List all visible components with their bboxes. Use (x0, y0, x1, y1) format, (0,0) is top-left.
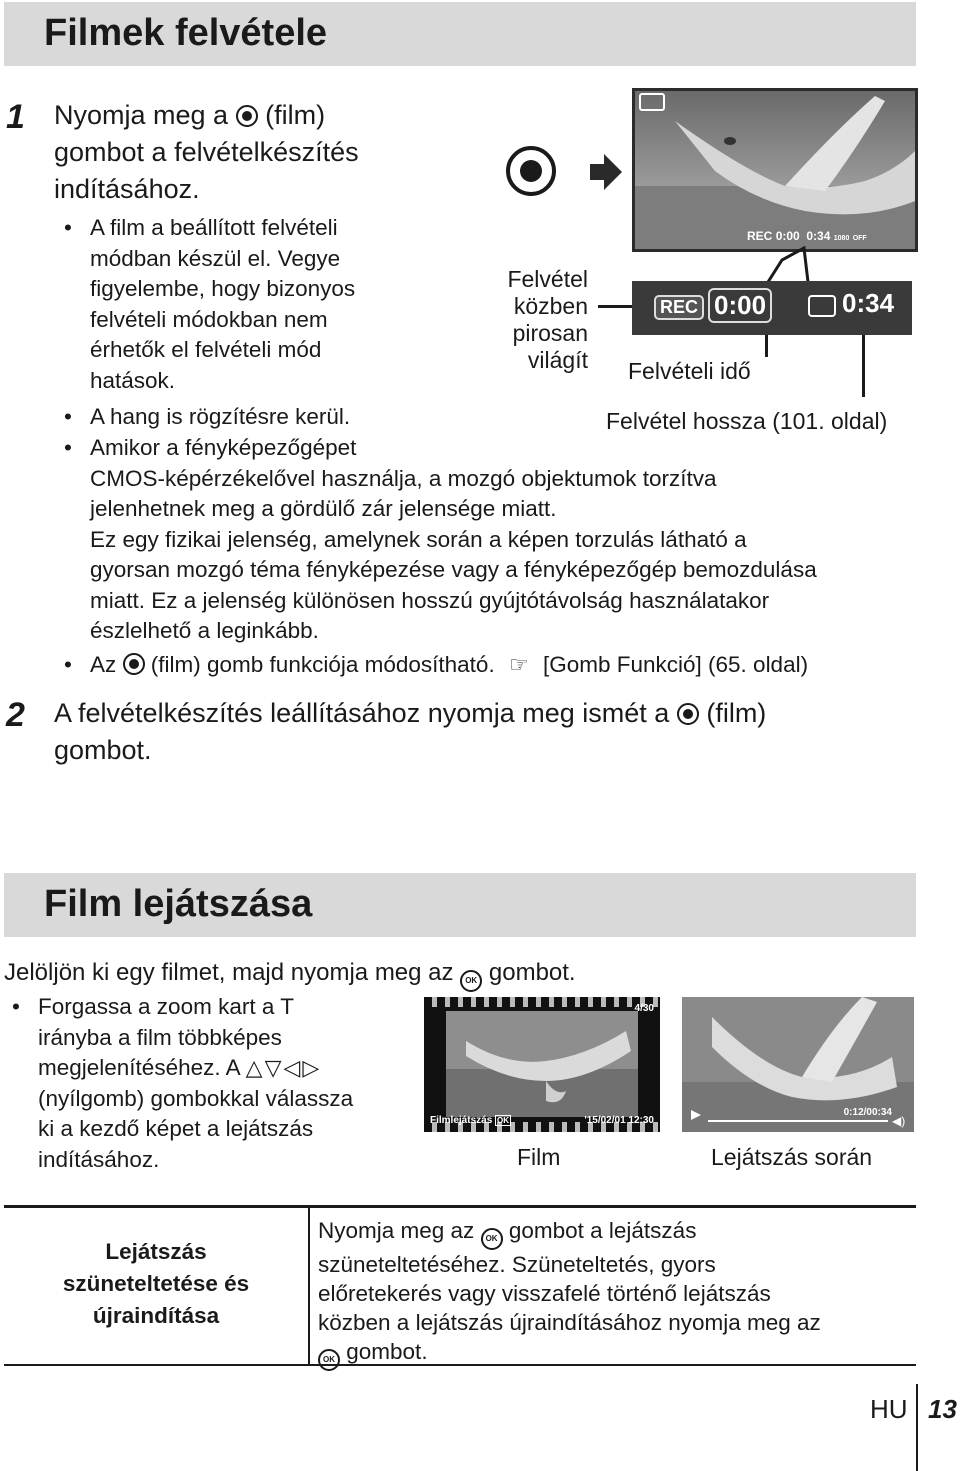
table-text: szüneteltetéséhez. Szüneteltetés, gyors (318, 1252, 716, 1277)
pointer-line (765, 335, 768, 357)
bullet-line: megjelenítéséhez. A (38, 1055, 240, 1080)
rec-indicator: REC (654, 295, 704, 320)
table-left-line: újraindítása (92, 1303, 220, 1328)
label-line: világít (527, 347, 588, 373)
ok-badge: OK (497, 1116, 510, 1125)
step-1-line1-pre: Nyomja meg a (54, 100, 229, 130)
ok-button-icon: OK (481, 1228, 503, 1250)
ok-button-icon: OK (318, 1349, 340, 1371)
bullet-line: gyorsan mozgó téma fényképezése vagy a fényképezőgép bemozdulása (90, 557, 817, 582)
bullet-line: Ez egy fizikai jelenség, amelynek során a képen torzulás látható a (90, 526, 747, 552)
step-2-line1-pre: A felvételkészítés leállításához nyomja meg ismét a (54, 698, 670, 728)
date: '15/02/01 (584, 1115, 626, 1126)
movie-button-icon (677, 703, 699, 725)
camera-screen-film (424, 997, 660, 1132)
bullet-2: • A hang is rögzítésre kerül. (64, 404, 351, 429)
step-1-line2: gombot a felvételkészítés (54, 137, 359, 167)
recording-indicator-label (498, 266, 588, 374)
movie-mode-icon (808, 295, 836, 317)
bullet-line: (nyílgomb) gombokkal válassza (38, 1085, 354, 1111)
film-playback-label (430, 1115, 511, 1126)
step-2-line1-post: (film) (706, 698, 767, 728)
file-counter: 4/30 (634, 1003, 654, 1014)
section-title: Filmek felvétele (44, 12, 328, 54)
page-reference: [Gomb Funkció] (65. oldal) (542, 652, 809, 677)
step-2-line2: gombot. (54, 735, 152, 765)
step-1-line3: indításához. (54, 174, 200, 204)
playback-label: Filmlejátszás (430, 1115, 493, 1126)
bullet-line: Forgassa a zoom kart a T (38, 994, 294, 1019)
progress-bar (708, 1120, 888, 1122)
table-text: gombot. (346, 1339, 428, 1364)
table-divider (308, 1208, 310, 1364)
bullet-3: • Amikor a fényképezőgépet CMOS-képérzékelővel használja, a mozgó objektumok torzítva jelenhetnek meg a gördülő zár jelensége miatt. Ez egy fizikai jelenség, amelynek során a képen torzulás látható a gyorsan mozgó téma fényképezése vagy a fényképezőgép bemozdulása miatt. Ez a jelenség különösen hosszú gyújtótávolság használatakor észlelhető a leginkább. (90, 433, 930, 647)
reference-hand-icon: ☞ (508, 652, 529, 677)
movie-mode-icon (639, 93, 665, 111)
bullet-text: A hang is rögzítésre kerül. (90, 404, 351, 429)
bullet-4: • Az (film) gomb funkciója módosítható. ☞ [Gomb Funkció] (65. oldal) (90, 650, 930, 681)
bullet-line: A film a beállított felvételi (90, 215, 338, 240)
bullet-line: ki a kezdő képet a lejátszás (38, 1116, 314, 1141)
step-2-text (54, 695, 934, 769)
hud-rec-small (747, 229, 867, 243)
table-top-rule (4, 1205, 916, 1208)
arrow-right-icon (590, 152, 622, 197)
bullet-1: • A film a beállított felvételi módban készül el. Vegye figyelembe, hogy bizonyos felvételi módokban nem érhetők el felvételi mód hatások. (90, 213, 490, 396)
camera-screen-recording (632, 88, 918, 252)
table-left-line: szüneteltetése és (62, 1271, 250, 1296)
table-left-cell (4, 1236, 308, 1332)
playback-intro (4, 958, 576, 992)
table-left-line: Lejátszás (105, 1239, 207, 1264)
label-line: pirosan (512, 320, 588, 346)
ok-button-icon: OK (460, 970, 482, 992)
pointer-line (862, 335, 865, 397)
section-header-recording (4, 2, 916, 66)
step-1-line1-post: (film) (265, 100, 326, 130)
film-strip-top (424, 997, 660, 1007)
pointer-line (598, 305, 632, 308)
bullet-text: (film) gomb funkciója módosítható. (150, 652, 495, 677)
table-right-cell (318, 1216, 908, 1371)
bullet-line: figyelembe, hogy bizonyos (90, 276, 356, 301)
caption-playing: Lejátszás során (711, 1144, 873, 1170)
remaining-time: 0:34 (806, 229, 831, 243)
bullet-text: Az (90, 652, 117, 677)
step-number: 2 (6, 696, 25, 734)
playback-bullet: • Forgassa a zoom kart a T irányba a film többképes megjelenítéséhez. A △▽◁▷ (nyílgomb) gombokkal válassza ki a kezdő képet a lejátszás indításához. (38, 992, 408, 1175)
table-text: előretekerés vagy visszafelé történő lejátszás (318, 1281, 771, 1306)
film-datetime (584, 1115, 654, 1126)
step-1-text (54, 97, 474, 208)
bullet-line: jelenhetnek meg a gördülő zár jelensége miatt. (90, 496, 557, 521)
bullet-line: módban készül el. Vegye (90, 245, 341, 271)
movie-button-icon (236, 105, 258, 127)
footer-divider (916, 1384, 918, 1471)
bullet-line: indításához. (38, 1146, 160, 1172)
bullet-line: CMOS-képérzékelővel használja, a mozgó objektumok torzítva (90, 465, 717, 491)
recording-time-label: Felvételi idő (628, 358, 751, 384)
table-text: gombot a lejátszás (508, 1218, 697, 1243)
label-line: Felvétel (507, 266, 588, 292)
hud-enlarged (632, 281, 912, 335)
camera-screen-playing (682, 997, 914, 1132)
resolution: 1080 (833, 235, 850, 242)
intro-text: Jelöljön ki egy filmet, majd nyomja meg az (4, 959, 454, 986)
language-code: HU (870, 1394, 908, 1424)
remaining-length-display: 0:34 (842, 288, 895, 318)
caption-film: Film (517, 1144, 561, 1170)
step-number: 1 (6, 98, 25, 136)
bullet-line: felvételi módokban nem (90, 306, 328, 332)
label-line: közben (513, 293, 588, 319)
table-text: Nyomja meg az (318, 1218, 475, 1243)
bullet-line: irányba a film többképes (38, 1024, 282, 1050)
rec-time: 0:00 (775, 229, 800, 243)
table-text: közben a lejátszás újraindításához nyomja meg az (318, 1310, 821, 1335)
off-label: OFF (852, 235, 867, 242)
arrow-pad-icons: △▽◁▷ (245, 1055, 322, 1080)
intro-text: gombot. (488, 959, 576, 986)
section-title: Film lejátszása (44, 883, 313, 925)
bullet-line: észlelhető a leginkább. (90, 618, 319, 643)
recording-length-label: Felvétel hossza (101. oldal) (606, 408, 888, 434)
bullet-line: Amikor a fényképezőgépet (90, 435, 357, 460)
movie-button-illustration (506, 146, 556, 196)
recording-time-display: 0:00 (708, 288, 772, 323)
volume-icon: ◀) (892, 1114, 906, 1128)
bullet-line: miatt. Ez a jelenség különösen hosszú gyújtótávolság használatakor (90, 587, 770, 613)
bullet-line: hatások. (90, 367, 176, 393)
play-icon (690, 1108, 702, 1126)
page-number: 13 (928, 1394, 957, 1424)
rec-label: REC (747, 229, 773, 243)
callout-wedge (760, 246, 820, 282)
gull-photo (446, 1011, 638, 1117)
bullet-line: érhetők el felvételi mód (90, 337, 322, 362)
movie-button-icon (123, 653, 145, 675)
gull-photo (635, 91, 915, 249)
time: 12:30 (628, 1115, 654, 1126)
playback-timecode: 0:12/00:34 (843, 1107, 892, 1118)
section-header-playback (4, 873, 916, 937)
